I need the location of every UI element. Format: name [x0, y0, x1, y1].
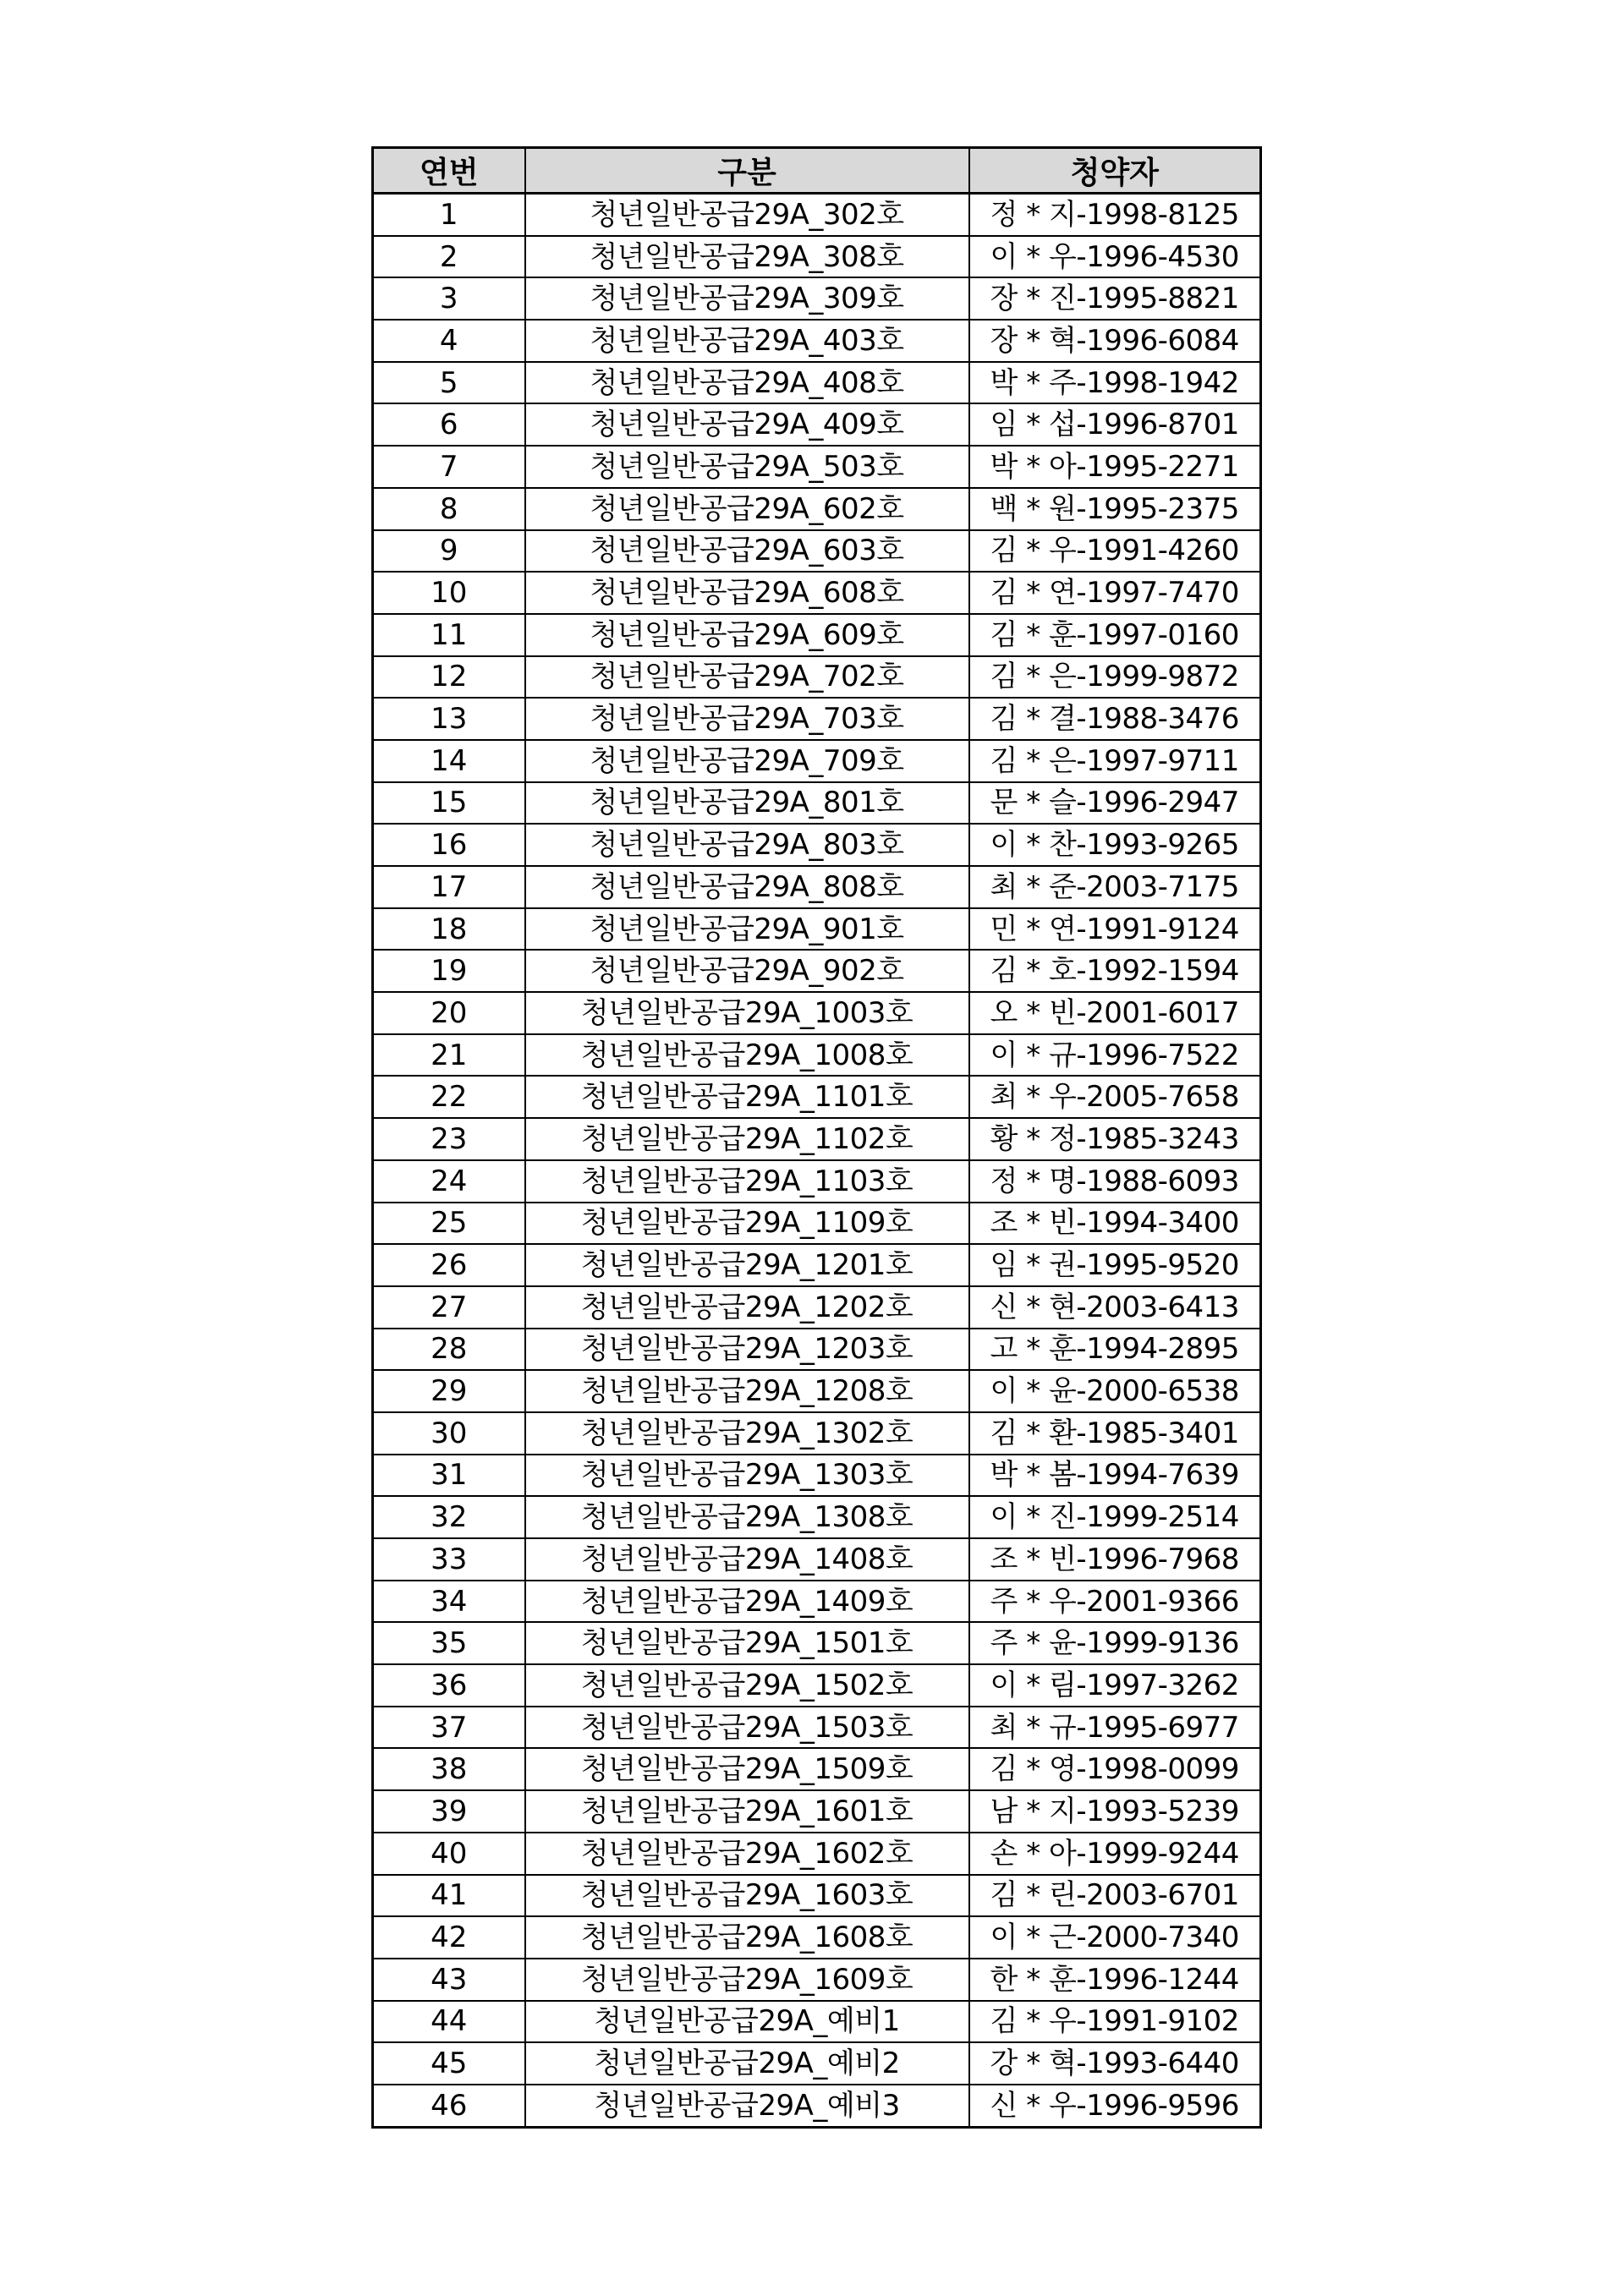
cell-category: 청년일반공급29A_702호	[525, 656, 969, 699]
table-row	[373, 1959, 1261, 2001]
cell-category: 청년일반공급29A_408호	[525, 362, 969, 404]
table-row	[373, 656, 1261, 699]
table-row	[373, 1748, 1261, 1790]
cell-category: 청년일반공급29A_1308호	[525, 1496, 969, 1538]
cell-applicant: 김 * 영-1998-0099	[969, 1748, 1261, 1790]
cell-category: 청년일반공급29A_901호	[525, 908, 969, 951]
cell-category: 청년일반공급29A_1502호	[525, 1664, 969, 1707]
cell-applicant: 정 * 명-1988-6093	[969, 1160, 1261, 1203]
table-row	[373, 950, 1261, 992]
cell-applicant: 이 * 우-1996-4530	[969, 236, 1261, 278]
cell-serial-number: 13	[373, 698, 525, 740]
cell-serial-number: 7	[373, 446, 525, 488]
cell-serial-number: 12	[373, 656, 525, 699]
cell-applicant: 임 * 권-1995-9520	[969, 1244, 1261, 1286]
cell-applicant: 박 * 봄-1994-7639	[969, 1455, 1261, 1497]
cell-serial-number: 41	[373, 1875, 525, 1917]
table-row	[373, 1034, 1261, 1077]
cell-category: 청년일반공급29A_302호	[525, 194, 969, 236]
cell-serial-number: 23	[373, 1118, 525, 1160]
cell-serial-number: 37	[373, 1707, 525, 1749]
cell-applicant: 장 * 혁-1996-6084	[969, 320, 1261, 362]
cell-serial-number: 28	[373, 1329, 525, 1371]
table-row	[373, 1412, 1261, 1455]
cell-applicant: 황 * 정-1985-3243	[969, 1118, 1261, 1160]
cell-category: 청년일반공급29A_608호	[525, 572, 969, 614]
table-row	[373, 1622, 1261, 1664]
cell-category: 청년일반공급29A_801호	[525, 782, 969, 825]
cell-category: 청년일반공급29A_1109호	[525, 1203, 969, 1245]
cell-category: 청년일반공급29A_예비2	[525, 2042, 969, 2085]
table-body	[373, 194, 1261, 2128]
table-row	[373, 1076, 1261, 1118]
cell-applicant: 신 * 현-2003-6413	[969, 1286, 1261, 1329]
table-row	[373, 824, 1261, 866]
cell-category: 청년일반공급29A_1603호	[525, 1875, 969, 1917]
cell-serial-number: 17	[373, 866, 525, 908]
cell-category: 청년일반공급29A_1503호	[525, 1707, 969, 1749]
cell-applicant: 이 * 윤-2000-6538	[969, 1370, 1261, 1412]
table-row	[373, 362, 1261, 404]
cell-category: 청년일반공급29A_1303호	[525, 1455, 969, 1497]
table-row	[373, 488, 1261, 530]
cell-applicant: 주 * 윤-1999-9136	[969, 1622, 1261, 1664]
cell-serial-number: 31	[373, 1455, 525, 1497]
cell-applicant: 한 * 훈-1996-1244	[969, 1959, 1261, 2001]
cell-applicant: 김 * 환-1985-3401	[969, 1412, 1261, 1455]
cell-serial-number: 8	[373, 488, 525, 530]
table-row	[373, 236, 1261, 278]
cell-serial-number: 21	[373, 1034, 525, 1077]
table-row	[373, 698, 1261, 740]
table-row	[373, 320, 1261, 362]
cell-applicant: 김 * 연-1997-7470	[969, 572, 1261, 614]
cell-applicant: 신 * 우-1996-9596	[969, 2085, 1261, 2127]
cell-applicant: 문 * 슬-1996-2947	[969, 782, 1261, 825]
cell-applicant: 조 * 빈-1994-3400	[969, 1203, 1261, 1245]
header-applicant: 청약자	[969, 148, 1261, 194]
cell-applicant: 이 * 규-1996-7522	[969, 1034, 1261, 1077]
cell-category: 청년일반공급29A_1409호	[525, 1581, 969, 1623]
table-row	[373, 992, 1261, 1034]
cell-applicant: 최 * 준-2003-7175	[969, 866, 1261, 908]
cell-applicant: 남 * 지-1993-5239	[969, 1790, 1261, 1833]
cell-applicant: 김 * 훈-1997-0160	[969, 614, 1261, 656]
cell-applicant: 이 * 근-2000-7340	[969, 1916, 1261, 1959]
cell-serial-number: 30	[373, 1412, 525, 1455]
cell-category: 청년일반공급29A_1008호	[525, 1034, 969, 1077]
cell-applicant: 김 * 우-1991-9102	[969, 2001, 1261, 2043]
cell-category: 청년일반공급29A_1202호	[525, 1286, 969, 1329]
cell-serial-number: 45	[373, 2042, 525, 2085]
cell-category: 청년일반공급29A_1203호	[525, 1329, 969, 1371]
cell-category: 청년일반공급29A_308호	[525, 236, 969, 278]
table-row	[373, 530, 1261, 573]
table-row	[373, 1370, 1261, 1412]
table-row	[373, 1286, 1261, 1329]
cell-category: 청년일반공급29A_1509호	[525, 1748, 969, 1790]
cell-category: 청년일반공급29A_409호	[525, 403, 969, 446]
cell-category: 청년일반공급29A_1003호	[525, 992, 969, 1034]
cell-serial-number: 43	[373, 1959, 525, 2001]
cell-serial-number: 11	[373, 614, 525, 656]
cell-serial-number: 1	[373, 194, 525, 236]
table-row	[373, 1538, 1261, 1581]
cell-serial-number: 19	[373, 950, 525, 992]
cell-serial-number: 18	[373, 908, 525, 951]
cell-applicant: 강 * 혁-1993-6440	[969, 2042, 1261, 2085]
cell-applicant: 임 * 섭-1996-8701	[969, 403, 1261, 446]
cell-category: 청년일반공급29A_1609호	[525, 1959, 969, 2001]
cell-applicant: 김 * 우-1991-4260	[969, 530, 1261, 573]
table-row	[373, 1160, 1261, 1203]
table-row	[373, 446, 1261, 488]
table-row	[373, 1244, 1261, 1286]
header-category: 구분	[525, 148, 969, 194]
cell-applicant: 박 * 아-1995-2271	[969, 446, 1261, 488]
cell-serial-number: 42	[373, 1916, 525, 1959]
table-row	[373, 1833, 1261, 1875]
table-row	[373, 194, 1261, 236]
cell-category: 청년일반공급29A_예비3	[525, 2085, 969, 2127]
cell-applicant: 민 * 연-1991-9124	[969, 908, 1261, 951]
header-serial-number: 연번	[373, 148, 525, 194]
cell-category: 청년일반공급29A_1601호	[525, 1790, 969, 1833]
table-row	[373, 2085, 1261, 2127]
cell-serial-number: 26	[373, 1244, 525, 1286]
cell-serial-number: 16	[373, 824, 525, 866]
cell-serial-number: 39	[373, 1790, 525, 1833]
cell-serial-number: 44	[373, 2001, 525, 2043]
cell-category: 청년일반공급29A_602호	[525, 488, 969, 530]
cell-category: 청년일반공급29A_1302호	[525, 1412, 969, 1455]
cell-category: 청년일반공급29A_1103호	[525, 1160, 969, 1203]
cell-serial-number: 14	[373, 740, 525, 782]
cell-applicant: 김 * 호-1992-1594	[969, 950, 1261, 992]
cell-serial-number: 34	[373, 1581, 525, 1623]
table-row	[373, 1455, 1261, 1497]
applicant-table-container	[371, 146, 1262, 2129]
cell-serial-number: 20	[373, 992, 525, 1034]
table-row	[373, 908, 1261, 951]
cell-serial-number: 9	[373, 530, 525, 573]
cell-applicant: 이 * 진-1999-2514	[969, 1496, 1261, 1538]
cell-applicant: 주 * 우-2001-9366	[969, 1581, 1261, 1623]
cell-category: 청년일반공급29A_403호	[525, 320, 969, 362]
table-row	[373, 1790, 1261, 1833]
cell-applicant: 이 * 림-1997-3262	[969, 1664, 1261, 1707]
table-row	[373, 1118, 1261, 1160]
cell-serial-number: 6	[373, 403, 525, 446]
cell-category: 청년일반공급29A_703호	[525, 698, 969, 740]
cell-applicant: 박 * 주-1998-1942	[969, 362, 1261, 404]
cell-applicant: 이 * 찬-1993-9265	[969, 824, 1261, 866]
cell-applicant: 고 * 훈-1994-2895	[969, 1329, 1261, 1371]
table-row	[373, 572, 1261, 614]
table-header-row	[373, 148, 1261, 194]
cell-category: 청년일반공급29A_예비1	[525, 2001, 969, 2043]
cell-serial-number: 10	[373, 572, 525, 614]
cell-category: 청년일반공급29A_1201호	[525, 1244, 969, 1286]
table-row	[373, 277, 1261, 320]
cell-category: 청년일반공급29A_1208호	[525, 1370, 969, 1412]
cell-applicant: 김 * 린-2003-6701	[969, 1875, 1261, 1917]
cell-category: 청년일반공급29A_803호	[525, 824, 969, 866]
cell-category: 청년일반공급29A_503호	[525, 446, 969, 488]
cell-category: 청년일반공급29A_1408호	[525, 1538, 969, 1581]
cell-category: 청년일반공급29A_603호	[525, 530, 969, 573]
cell-applicant: 김 * 은-1999-9872	[969, 656, 1261, 699]
cell-serial-number: 27	[373, 1286, 525, 1329]
cell-category: 청년일반공급29A_1608호	[525, 1916, 969, 1959]
cell-serial-number: 3	[373, 277, 525, 320]
cell-serial-number: 46	[373, 2085, 525, 2127]
cell-applicant: 정 * 지-1998-8125	[969, 194, 1261, 236]
table-row	[373, 1664, 1261, 1707]
table-row	[373, 2001, 1261, 2043]
table-row	[373, 1875, 1261, 1917]
cell-category: 청년일반공급29A_1102호	[525, 1118, 969, 1160]
table-row	[373, 1203, 1261, 1245]
table-row	[373, 740, 1261, 782]
cell-serial-number: 38	[373, 1748, 525, 1790]
cell-serial-number: 4	[373, 320, 525, 362]
cell-applicant: 조 * 빈-1996-7968	[969, 1538, 1261, 1581]
cell-category: 청년일반공급29A_609호	[525, 614, 969, 656]
table-row	[373, 403, 1261, 446]
cell-serial-number: 2	[373, 236, 525, 278]
cell-category: 청년일반공급29A_902호	[525, 950, 969, 992]
cell-applicant: 손 * 아-1999-9244	[969, 1833, 1261, 1875]
cell-serial-number: 22	[373, 1076, 525, 1118]
cell-serial-number: 5	[373, 362, 525, 404]
cell-serial-number: 32	[373, 1496, 525, 1538]
cell-serial-number: 24	[373, 1160, 525, 1203]
cell-serial-number: 35	[373, 1622, 525, 1664]
table-row	[373, 866, 1261, 908]
cell-serial-number: 36	[373, 1664, 525, 1707]
table-row	[373, 1707, 1261, 1749]
applicant-table	[371, 146, 1262, 2129]
table-row	[373, 782, 1261, 825]
table-row	[373, 1916, 1261, 1959]
cell-category: 청년일반공급29A_709호	[525, 740, 969, 782]
cell-applicant: 최 * 우-2005-7658	[969, 1076, 1261, 1118]
cell-applicant: 김 * 결-1988-3476	[969, 698, 1261, 740]
table-row	[373, 2042, 1261, 2085]
cell-category: 청년일반공급29A_1101호	[525, 1076, 969, 1118]
cell-serial-number: 25	[373, 1203, 525, 1245]
table-row	[373, 1581, 1261, 1623]
cell-category: 청년일반공급29A_808호	[525, 866, 969, 908]
cell-applicant: 오 * 빈-2001-6017	[969, 992, 1261, 1034]
cell-applicant: 백 * 원-1995-2375	[969, 488, 1261, 530]
cell-applicant: 김 * 은-1997-9711	[969, 740, 1261, 782]
cell-serial-number: 40	[373, 1833, 525, 1875]
cell-serial-number: 29	[373, 1370, 525, 1412]
cell-applicant: 장 * 진-1995-8821	[969, 277, 1261, 320]
cell-category: 청년일반공급29A_309호	[525, 277, 969, 320]
table-row	[373, 1496, 1261, 1538]
cell-category: 청년일반공급29A_1501호	[525, 1622, 969, 1664]
table-row	[373, 614, 1261, 656]
table-row	[373, 1329, 1261, 1371]
cell-applicant: 최 * 규-1995-6977	[969, 1707, 1261, 1749]
cell-serial-number: 15	[373, 782, 525, 825]
cell-serial-number: 33	[373, 1538, 525, 1581]
cell-category: 청년일반공급29A_1602호	[525, 1833, 969, 1875]
